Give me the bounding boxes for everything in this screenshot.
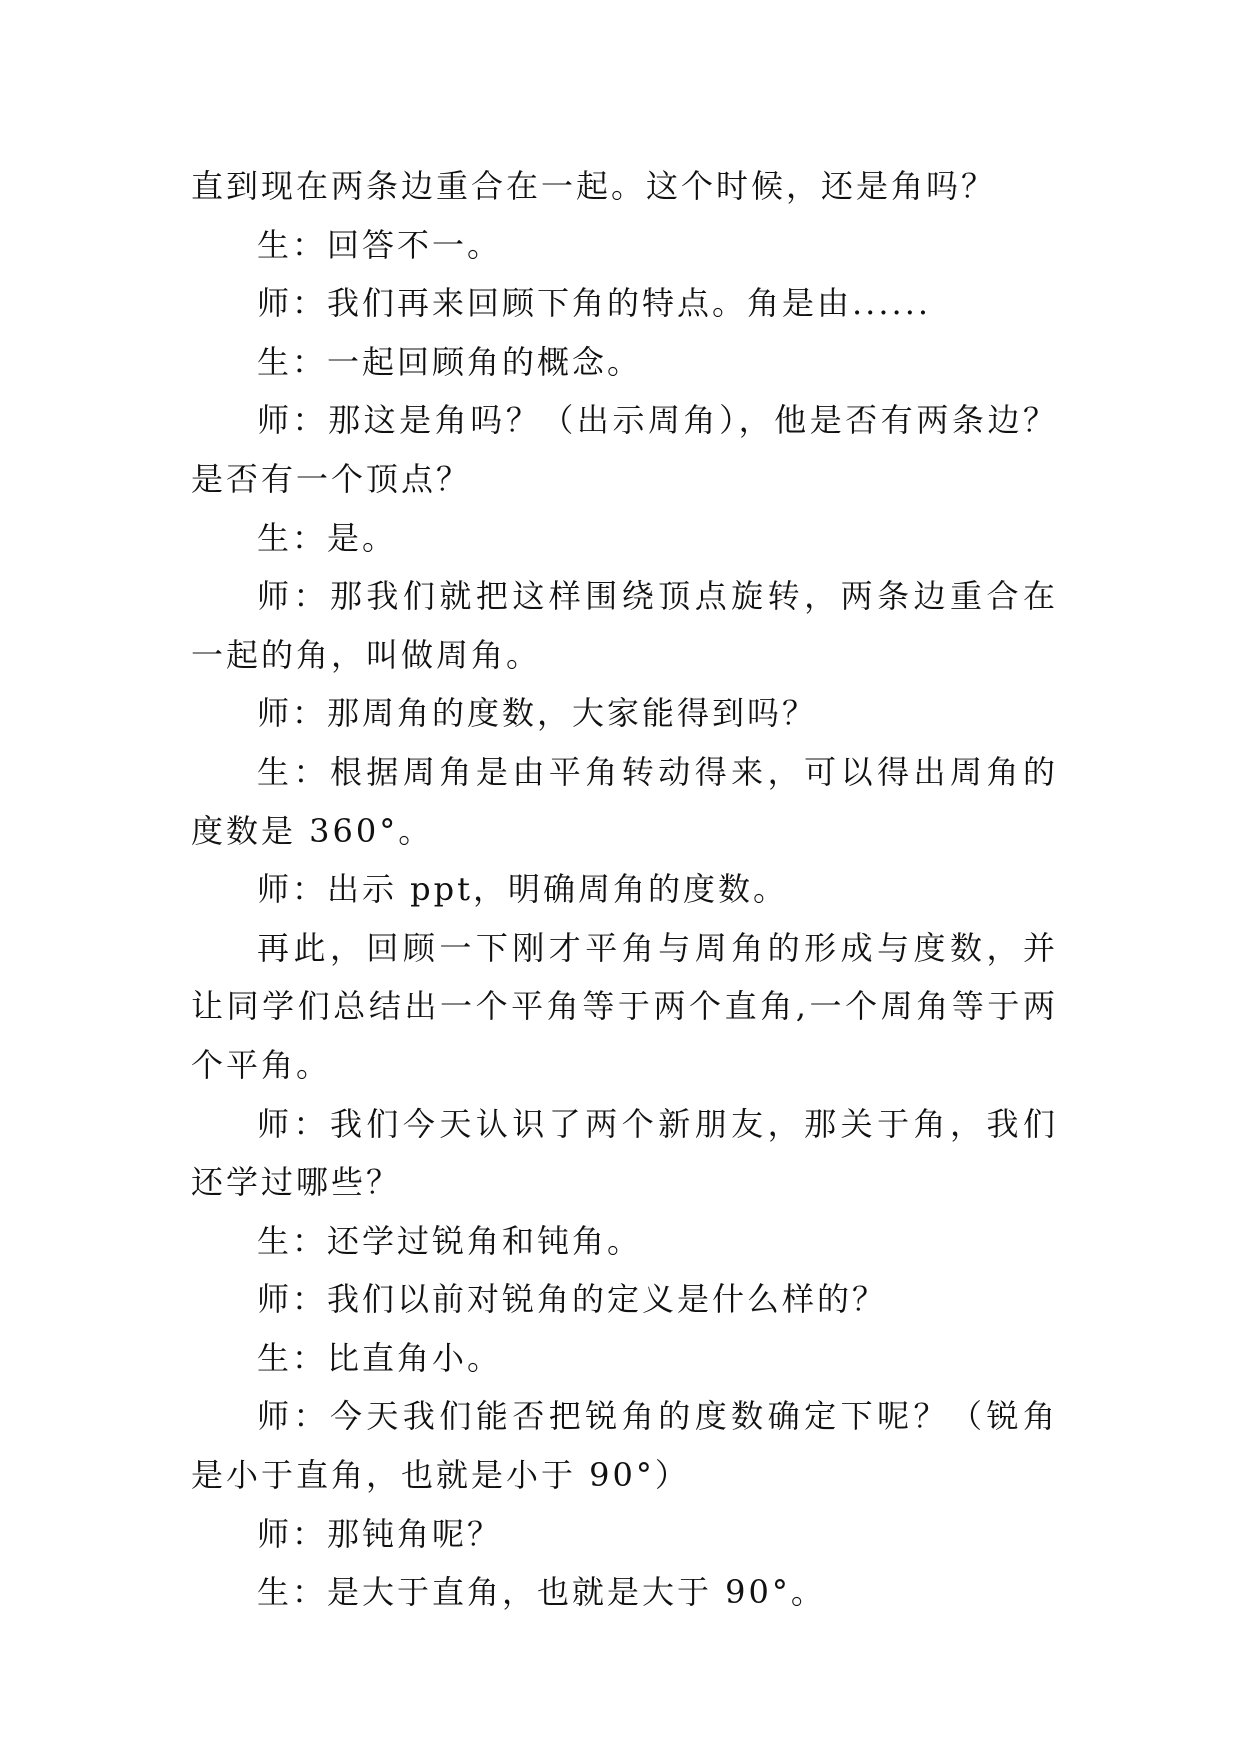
paragraph: 师：那周角的度数，大家能得到吗？ bbox=[257, 694, 818, 733]
paragraph: 再此，回顾一下刚才平角与周角的形成与度数，并让同学们总结出一个平角等于两个直角,一个周角等于两个平角。 bbox=[191, 928, 1058, 1084]
paragraph: 师：那我们就把这样围绕顶点旋转，两条边重合在一起的角，叫做周角。 bbox=[191, 577, 1058, 674]
paragraph: 生：还学过锐角和钝角。 bbox=[257, 1221, 643, 1260]
paragraph: 师：出示 ppt，明确周角的度数。 bbox=[257, 870, 789, 909]
paragraph: 生：回答不一。 bbox=[257, 225, 503, 264]
paragraph: 师：那这是角吗？（出示周角），他是否有两条边？是否有一个顶点？ bbox=[191, 401, 1058, 498]
document-body bbox=[191, 157, 1058, 1622]
paragraph: 师：我们今天认识了两个新朋友，那关于角，我们还学过哪些？ bbox=[191, 1104, 1058, 1202]
paragraph: 生：是大于直角，也就是大于 90°。 bbox=[257, 1573, 826, 1612]
paragraph: 师：那钝角呢？ bbox=[257, 1514, 503, 1553]
paragraph: 师：我们以前对锐角的定义是什么样的？ bbox=[257, 1280, 888, 1319]
paragraph: 生：一起回顾角的概念。 bbox=[257, 342, 643, 381]
paragraph: 师：今天我们能否把锐角的度数确定下呢？（锐角是小于直角，也就是小于 90°） bbox=[191, 1397, 1058, 1495]
paragraph: 生：根据周角是由平角转动得来，可以得出周角的度数是 360°。 bbox=[191, 752, 1058, 850]
paragraph: 直到现在两条边重合在一起。这个时候，还是角吗？ bbox=[191, 167, 997, 205]
paragraph: 生：是。 bbox=[257, 518, 398, 557]
paragraph: 生：比直角小。 bbox=[257, 1338, 503, 1377]
paragraph: 师：我们再来回顾下角的特点。角是由...... bbox=[257, 284, 932, 323]
